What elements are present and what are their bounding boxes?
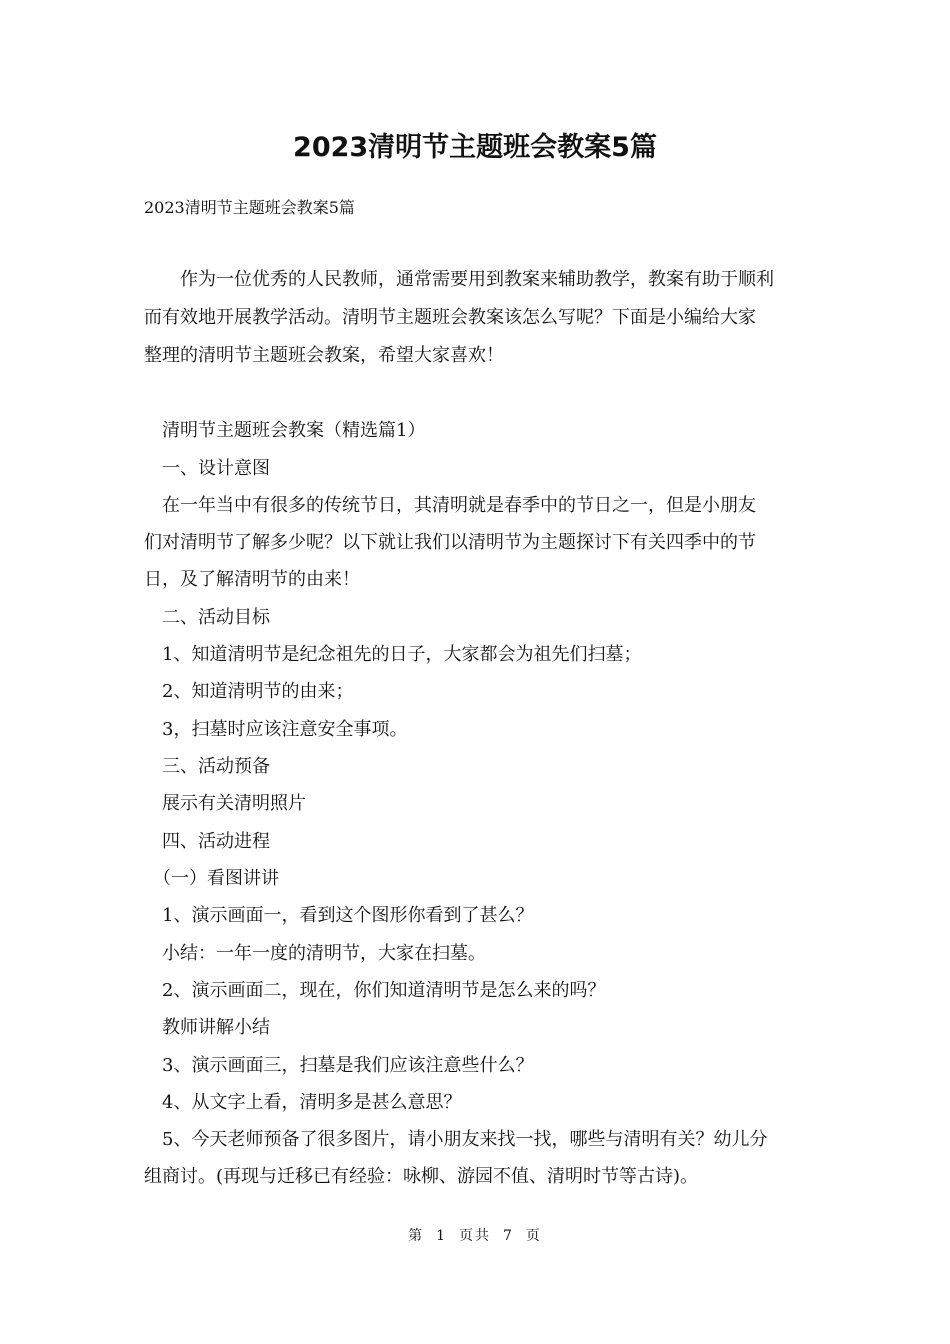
list-item: 2、演示画面二，现在，你们知道清明节是怎么来的吗？ <box>144 980 606 1001</box>
footer-middle: 页共 <box>459 1228 491 1244</box>
footer-suffix: 页 <box>525 1228 542 1244</box>
document-subtitle: 2023清明节主题班会教案5篇 <box>144 198 355 217</box>
body-line: 展示有关清明照片 <box>144 793 306 814</box>
footer-total-pages: 7 <box>503 1228 514 1244</box>
intro-line: 作为一位优秀的人民教师，通常需要用到教案来辅助教学，教案有助于顺利 <box>144 269 774 290</box>
section-heading: 一、设计意图 <box>144 458 270 479</box>
section-heading: 清明节主题班会教案（精选篇1） <box>144 420 426 441</box>
section-heading: 四、活动进程 <box>144 831 270 852</box>
footer-prefix: 第 <box>408 1228 425 1244</box>
list-item: 2、知道清明节的由来； <box>144 681 354 702</box>
body-line: 组商讨。(再现与迁移已有经验：咏柳、游园不值、清明时节等古诗)。 <box>144 1166 699 1187</box>
section-heading: 二、活动目标 <box>144 607 270 628</box>
footer-page-number: 1 <box>436 1228 447 1244</box>
body-line: 小结：一年一度的清明节，大家在扫墓。 <box>144 943 486 964</box>
body-line: 们对清明节了解多少呢？以下就让我们以清明节为主题探讨下有关四季中的节 <box>144 532 756 553</box>
intro-line: 整理的清明节主题班会教案，希望大家喜欢！ <box>144 345 504 366</box>
list-item: 3，扫墓时应该注意安全事项。 <box>144 719 408 740</box>
list-item: 1、演示画面一，看到这个图形你看到了甚么？ <box>144 905 534 926</box>
body-line: 教师讲解小结 <box>144 1017 270 1038</box>
list-item: 1、知道清明节是纪念祖先的日子，大家都会为祖先们扫墓； <box>144 644 642 665</box>
list-item: 4、从文字上看，清明多是甚么意思？ <box>144 1092 462 1113</box>
list-item: 5、今天老师预备了很多图片，请小朋友来找一找，哪些与清明有关？幼儿分 <box>144 1129 768 1150</box>
body-line: 在一年当中有很多的传统节日，其清明就是春季中的节日之一，但是小朋友 <box>144 495 756 516</box>
section-heading: 三、活动预备 <box>144 756 270 777</box>
subsection-heading: （一）看图讲讲 <box>144 868 279 889</box>
intro-line: 而有效地开展教学活动。清明节主题班会教案该怎么写呢？下面是小编给大家 <box>144 307 756 328</box>
page-footer <box>0 1225 950 1247</box>
list-item: 3、演示画面三，扫墓是我们应该注意些什么？ <box>144 1055 534 1076</box>
body-line: 日，及了解清明节的由来！ <box>144 569 360 590</box>
document-title: 2023清明节主题班会教案5篇 <box>293 132 657 163</box>
